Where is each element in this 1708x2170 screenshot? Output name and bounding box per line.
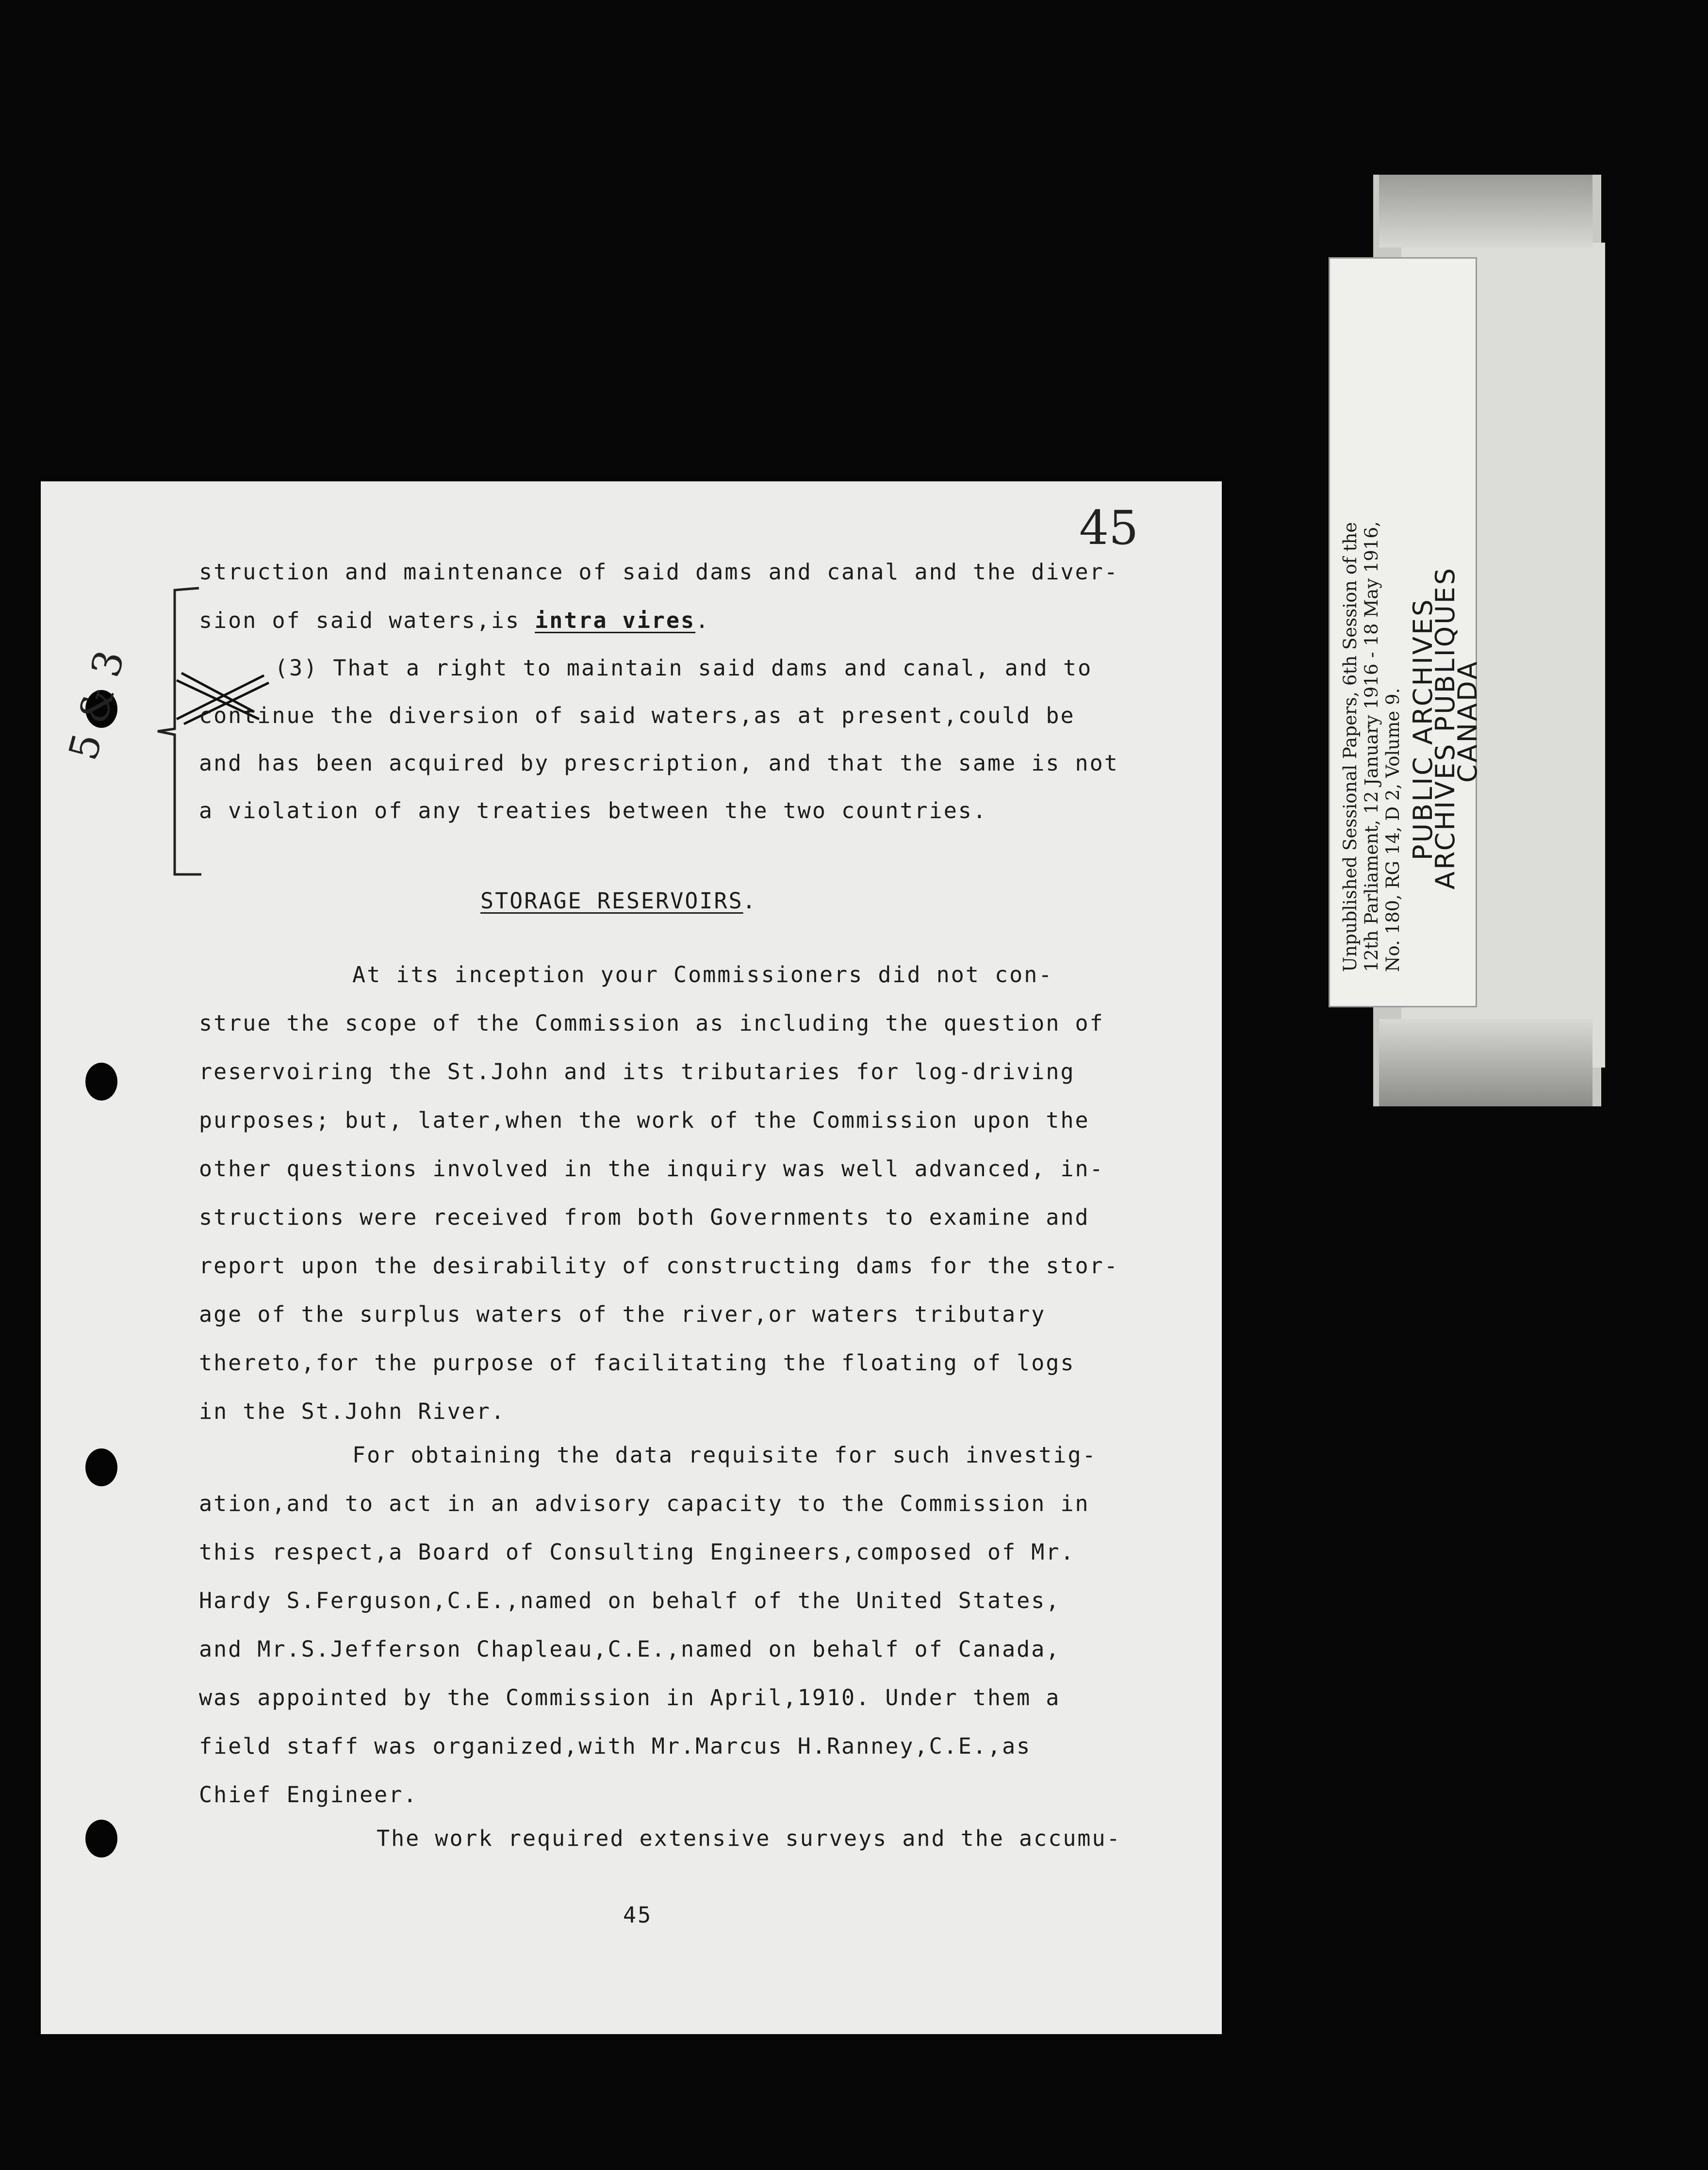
intra-vires: intra vires xyxy=(535,608,696,633)
text-line: in the St.John River. xyxy=(199,1398,506,1424)
text-line: field staff was organized,with Mr.Marcus H.Ranney,C.E.,as xyxy=(199,1733,1032,1759)
text-line: purposes; but, later,when the work of the Commission upon the xyxy=(199,1107,1090,1133)
archive-stamp-line: PUBLIC ARCHIVES xyxy=(1408,597,1438,860)
margin-note: 5 & 3 xyxy=(60,645,134,765)
archive-tag-bottom xyxy=(1379,1019,1593,1106)
text-line: a violation of any treaties between the two countries. xyxy=(199,798,987,823)
archive-label xyxy=(1329,257,1483,1007)
text-line xyxy=(199,608,710,633)
text-line: report upon the desirability of constructing dams for the stor- xyxy=(199,1253,1119,1279)
text-line: was appointed by the Commission in April,1910. Under them a xyxy=(199,1685,1061,1710)
handwritten-page-number: 45 xyxy=(1079,501,1139,555)
text-line: other questions involved in the inquiry was well advanced, in- xyxy=(199,1156,1104,1182)
archive-stamp-line: CANADA xyxy=(1452,659,1483,783)
text-line: and has been acquired by prescription, and that the same is not xyxy=(199,750,1119,776)
text-line: continue the diversion of said waters,as at present,could be xyxy=(199,703,1075,728)
text-line: (3) That a right to maintain said dams and canal, and to xyxy=(275,655,1093,681)
punch-hole xyxy=(85,1820,117,1858)
text-line: Chief Engineer. xyxy=(199,1782,418,1808)
section-heading: STORAGE RESERVOIRS xyxy=(480,888,743,914)
text-line: thereto,for the purpose of facilitating the floating of logs xyxy=(199,1350,1075,1376)
text-line: reservoiring the St.John and its tributaries for log-driving xyxy=(199,1059,1075,1085)
text-line: strue the scope of the Commission as including the question of xyxy=(199,1010,1104,1036)
text-fragment: sion of said waters,is xyxy=(199,608,535,633)
text-line: age of the surplus waters of the river,or waters tributary xyxy=(199,1301,1046,1327)
text-line: For obtaining the data requisite for such investig- xyxy=(352,1442,1097,1468)
text-line: The work required extensive surveys and the accumu- xyxy=(377,1825,1121,1851)
period: . xyxy=(742,888,757,914)
punch-hole xyxy=(85,1063,117,1101)
archive-label-line: No. 180, RG 14, D 2, Volume 9. xyxy=(1382,688,1403,972)
text-line: and Mr.S.Jefferson Chapleau,C.E.,named on behalf of Canada, xyxy=(199,1636,1061,1662)
text-line: structions were received from both Governments to examine and xyxy=(199,1204,1090,1230)
text-line: struction and maintenance of said dams and canal and the diver- xyxy=(199,559,1119,585)
archive-label-line: Unpublished Sessional Papers, 6th Session of the xyxy=(1340,522,1361,972)
archive-tag-top xyxy=(1379,175,1593,247)
text-line: ation,and to act in an advisory capacity to the Commission in xyxy=(199,1491,1090,1516)
footer-page-number: 45 xyxy=(623,1902,653,1928)
text-line: Hardy S.Ferguson,C.E.,named on behalf of the United States, xyxy=(199,1588,1061,1613)
document-page xyxy=(41,481,1222,2034)
text-line: At its inception your Commissioners did not con- xyxy=(352,962,1053,987)
period: . xyxy=(695,608,710,633)
archive-label-line: 12th Parliament, 12 January 1916 - 18 May 1916, xyxy=(1361,521,1382,972)
archive-stamp-line: ARCHIVES PUBLIQUES xyxy=(1430,566,1461,889)
text-line: this respect,a Board of Consulting Engineers,composed of Mr. xyxy=(199,1539,1075,1565)
punch-hole xyxy=(85,1448,117,1486)
